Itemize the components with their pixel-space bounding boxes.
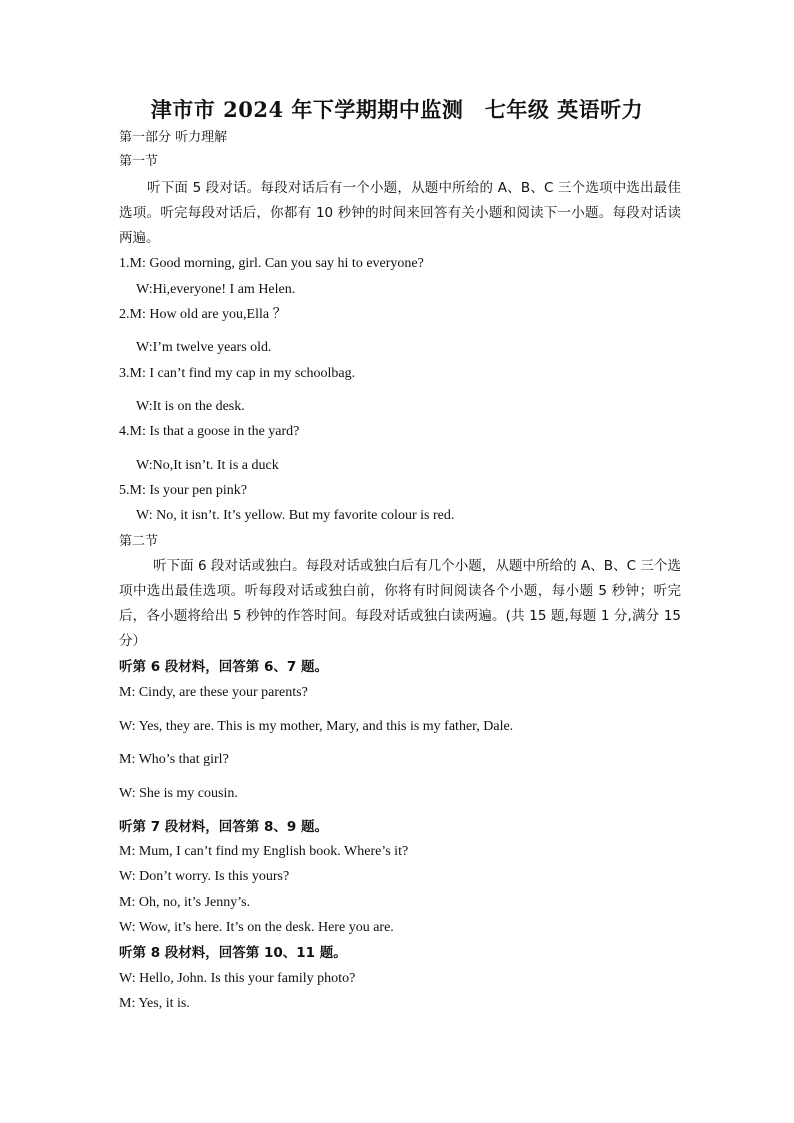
dialogue-line: M: Mum, I can’t find my English book. Where’s it? bbox=[119, 844, 409, 859]
section2-instructions: 听下面 6 段对话或独白。每段对话或独白后有几个小题，从题中所给的 A、B、C 三个选项中选出最佳选项。听每段对话或独白前，你将有时间阅读各个小题，每小题 5 秒钟；听完后，各小题将给出 5 秒钟的作答时间。每段对话或独白读两遍。(共 15 题,每题 1 分,满分 15 分） bbox=[119, 558, 681, 649]
dialogue-line: M: Oh, no, it’s Jenny’s. bbox=[119, 895, 251, 910]
dialogue-line: M: Cindy, are these your parents? bbox=[119, 685, 308, 700]
dialogue-line: 3.M: I can’t find my cap in my schoolbag. bbox=[119, 366, 356, 381]
material7-heading: 听第 7 段材料，回答第 8、9 题。 bbox=[119, 819, 328, 835]
dialogue-line: W: She is my cousin. bbox=[119, 786, 238, 801]
dialogue-line: W:I’m twelve years old. bbox=[136, 340, 272, 355]
dialogue-line: W: Don’t worry. Is this yours? bbox=[119, 869, 290, 884]
section1-heading: 第一节 bbox=[119, 154, 159, 169]
material8-heading: 听第 8 段材料，回答第 10、11 题。 bbox=[119, 945, 347, 961]
dialogue-line: M: Yes, it is. bbox=[119, 996, 190, 1011]
material6-heading: 听第 6 段材料，回答第 6、7 题。 bbox=[119, 659, 328, 675]
dialogue-line: 5.M: Is your pen pink? bbox=[119, 483, 247, 498]
document-title: 津市市 2024 年下学期期中监测 七年级 英语听力 bbox=[150, 97, 644, 122]
part1-heading: 第一部分 听力理解 bbox=[119, 130, 228, 145]
dialogue-line: W: Yes, they are. This is my mother, Mary, and this is my father, Dale. bbox=[119, 719, 514, 734]
dialogue-line: W:Hi,everyone! I am Helen. bbox=[136, 282, 296, 297]
section2-heading: 第二节 bbox=[119, 534, 159, 549]
section1-instructions: 听下面 5 段对话。每段对话后有一个小题，从题中所给的 A、B、C 三个选项中选出最佳选项。听完每段对话后，你都有 10 秒钟的时间来回答有关小题和阅读下一小题。每段对话读两遍。 bbox=[119, 180, 681, 246]
dialogue-line: W:It is on the desk. bbox=[136, 399, 245, 414]
dialogue-line: W: Wow, it’s here. It’s on the desk. Here you are. bbox=[119, 920, 394, 935]
dialogue-line: M: Who’s that girl? bbox=[119, 752, 229, 767]
dialogue-line: 1.M: Good morning, girl. Can you say hi to everyone? bbox=[119, 256, 424, 271]
dialogue-line: W:No,It isn’t. It is a duck bbox=[136, 458, 279, 473]
dialogue-line: 4.M: Is that a goose in the yard? bbox=[119, 424, 300, 439]
dialogue-line: W: Hello, John. Is this your family photo? bbox=[119, 971, 356, 986]
dialogue-line: W: No, it isn’t. It’s yellow. But my favorite colour is red. bbox=[136, 508, 455, 523]
dialogue-line: 2.M: How old are you,Ella ？ bbox=[119, 307, 287, 322]
